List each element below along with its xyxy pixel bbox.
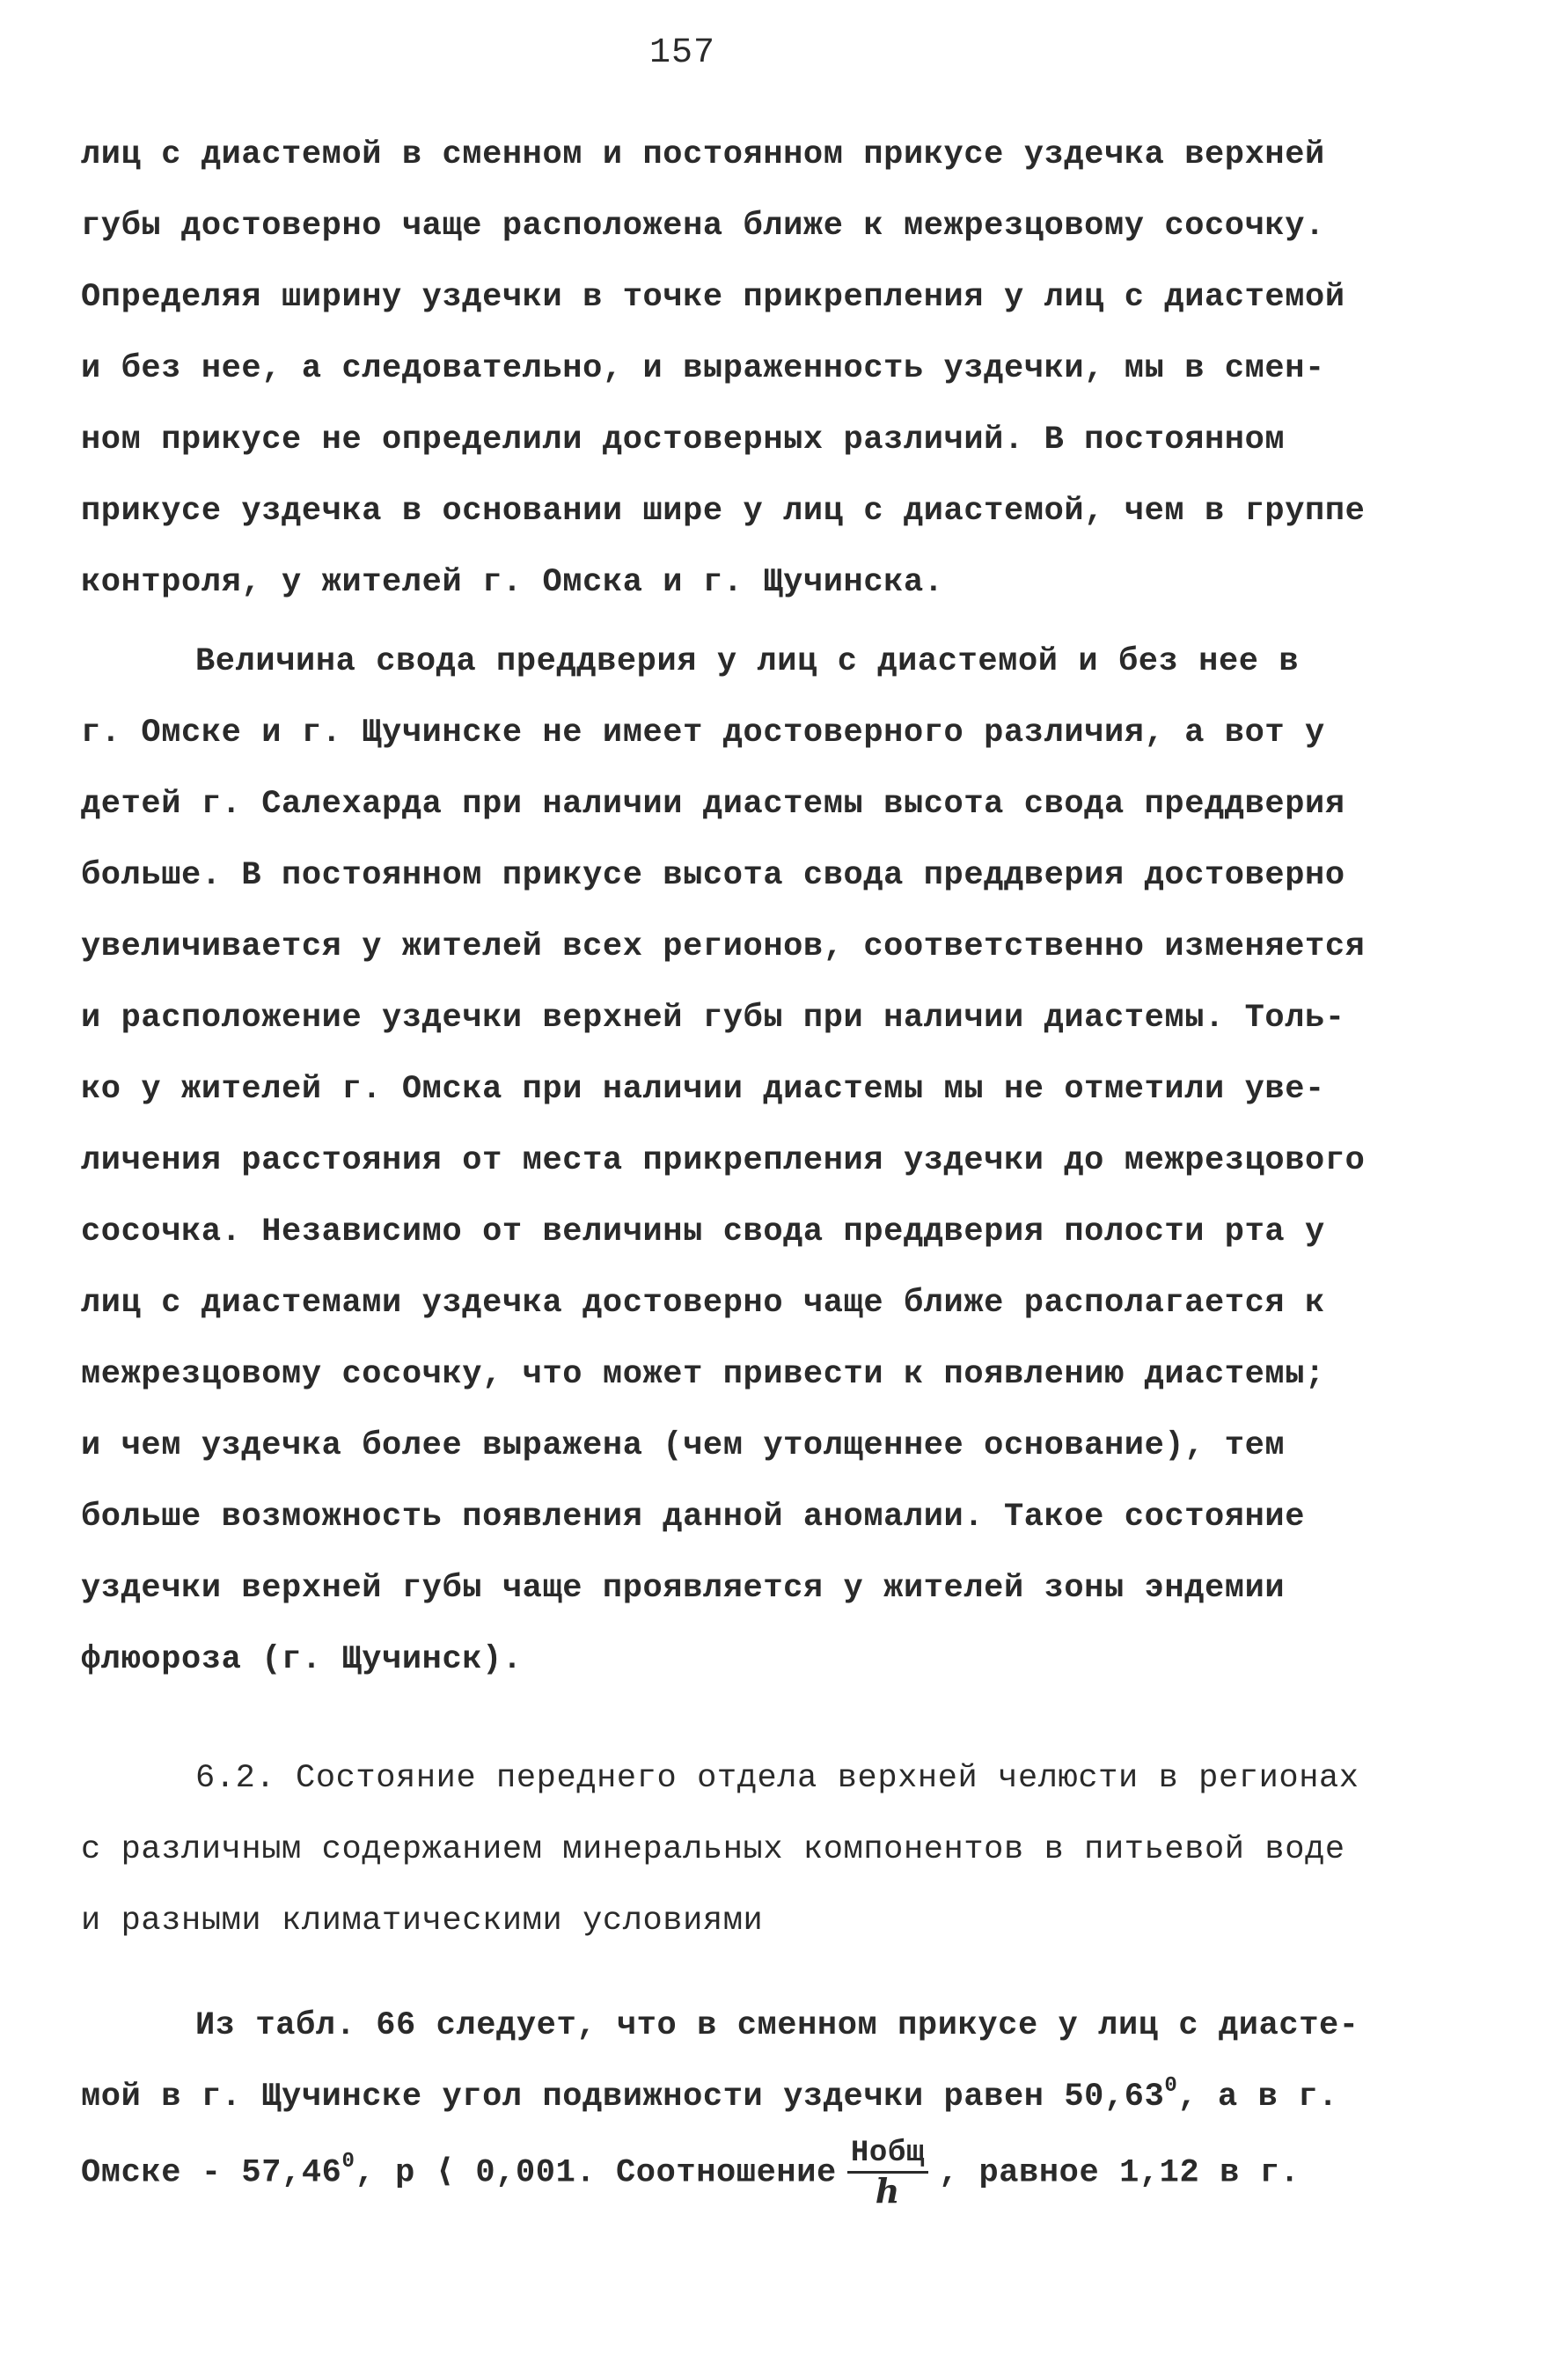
- text-line: лиц с диастемами уздечка достоверно чаще ближе располагается к: [81, 1285, 1325, 1322]
- text-line: г. Омске и г. Щучинске не имеет достоверного различия, а вот у: [81, 715, 1325, 752]
- text-line: и без нее, а следовательно, и выраженность уздечки, мы в смен-: [81, 350, 1325, 387]
- text-line: Из табл. 66 следует, что в сменном прикусе у лиц с диасте-: [195, 2007, 1359, 2044]
- text-line: и расположение уздечки верхней губы при наличии диастемы. Толь-: [81, 1000, 1345, 1037]
- text-line: межрезцовому сосочку, что может привести к появлению диастемы;: [81, 1356, 1325, 1393]
- page-number: 157: [649, 33, 716, 73]
- paragraph-1: [81, 120, 1506, 619]
- text-line: сосочка. Независимо от величины свода преддверия полости рта у: [81, 1214, 1325, 1250]
- text-segment: , равное 1,12 в г.: [938, 2154, 1301, 2192]
- text-segment: Омске - 57,46: [81, 2154, 342, 2192]
- heading-line: и разными климатическими условиями: [81, 1903, 764, 1940]
- paragraph-3: [81, 1991, 1506, 2211]
- text-line: Определяя ширину уздечки в точке прикрепления у лиц с диастемой: [81, 279, 1345, 316]
- paragraph-2: [81, 627, 1506, 1696]
- text-line: Величина свода преддверия у лиц с диастемой и без нее в: [195, 643, 1300, 680]
- text-segment: , а в г.: [1177, 2079, 1338, 2116]
- ratio-fraction: [847, 2136, 928, 2209]
- text-line: прикусе уздечка в основании шире у лиц с диастемой, чем в группе: [81, 493, 1366, 530]
- text-line: губы достоверно чаще расположена ближе к межрезцовому сосочку.: [81, 208, 1325, 245]
- text-line: контроля, у жителей г. Омска и г. Щучинска.: [81, 564, 944, 601]
- fraction-denominator: h: [875, 2171, 900, 2211]
- text-line: [81, 2136, 1506, 2211]
- heading-line: 6.2. Состояние переднего отдела верхней челюсти в регионах: [195, 1760, 1359, 1797]
- text-line: уздечки верхней губы чаще проявляется у жителей зоны эндемии: [81, 1570, 1286, 1607]
- fraction-numerator: Нобщ: [847, 2136, 928, 2174]
- text-line: флюороза (г. Щучинск).: [81, 1641, 523, 1678]
- text-line: ном прикусе не определили достоверных различий. В постоянном: [81, 422, 1286, 458]
- text-line: лиц с диастемой в сменном и постоянном прикусе уздечка верхней: [81, 136, 1325, 173]
- degree-superscript: 0: [1164, 2074, 1178, 2098]
- text-line: больше возможность появления данной аномалии. Такое состояние: [81, 1499, 1306, 1536]
- text-line: и чем уздечка более выражена (чем утолщеннее основание), тем: [81, 1427, 1286, 1464]
- text-segment: , р ⟨ 0,001. Соотношение: [355, 2154, 837, 2192]
- text-segment: мой в г. Щучинске угол подвижности уздечки равен 50,63: [81, 2079, 1165, 2116]
- text-line: больше. В постоянном прикусе высота свода преддверия достоверно: [81, 857, 1345, 894]
- text-line: ко у жителей г. Омска при наличии диастемы мы не отметили уве-: [81, 1071, 1325, 1108]
- text-line: личения расстояния от места прикрепления уздечки до межрезцового: [81, 1142, 1366, 1179]
- text-line: детей г. Салехарда при наличии диастемы высота свода преддверия: [81, 786, 1345, 823]
- text-line: увеличивается у жителей всех регионов, соответственно изменяется: [81, 928, 1366, 965]
- heading-line: с различным содержанием минеральных компонентов в питьевой воде: [81, 1831, 1345, 1868]
- text-line: [81, 2062, 1506, 2136]
- degree-superscript: 0: [341, 2150, 355, 2174]
- section-heading: [81, 1743, 1506, 1957]
